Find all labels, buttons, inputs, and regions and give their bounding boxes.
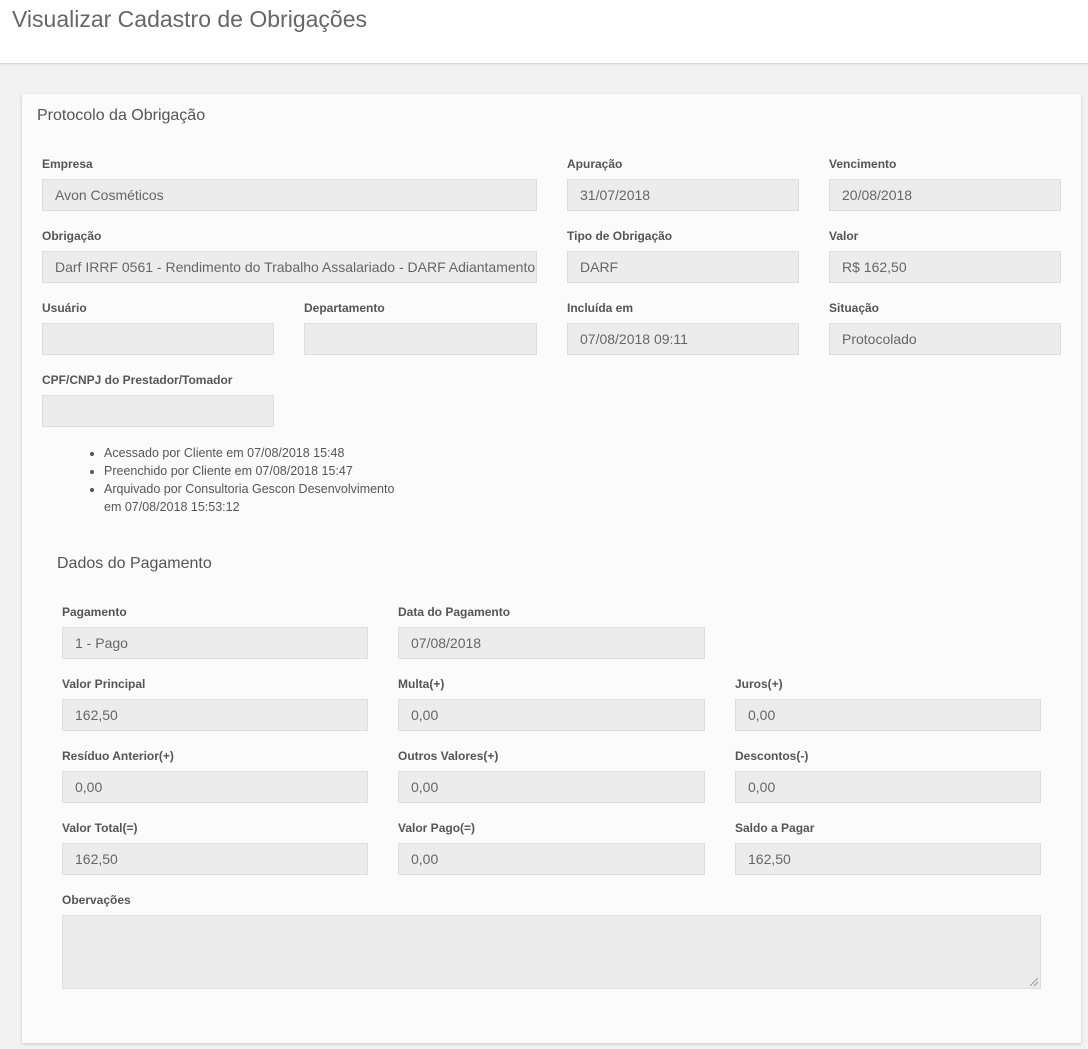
cpf-cnpj-label: CPF/CNPJ do Prestador/Tomador xyxy=(42,373,233,387)
cpf-cnpj-field[interactable] xyxy=(42,395,274,427)
incluida-label: Incluída em xyxy=(567,301,634,315)
juros-field[interactable]: 0,00 xyxy=(735,699,1041,731)
departamento-label: Departamento xyxy=(304,301,385,315)
residuo-label: Resíduo Anterior(+) xyxy=(62,749,174,763)
obligation-card xyxy=(22,94,1081,1043)
history-item: • Arquivado por Consultoria Gescon Desenvolvimento em 07/08/2018 15:53:12 xyxy=(104,480,404,516)
data-pagamento-label: Data do Pagamento xyxy=(398,605,511,619)
valor-total-label: Valor Total(=) xyxy=(62,821,138,835)
juros-label: Juros(+) xyxy=(735,677,783,691)
valor-total-field[interactable]: 162,50 xyxy=(62,843,368,875)
valor-principal-field[interactable]: 162,50 xyxy=(62,699,368,731)
obrigacao-label: Obrigação xyxy=(42,229,102,243)
pagamento-label: Pagamento xyxy=(62,605,127,619)
history-item: • Acessado por Cliente em 07/08/2018 15:48 xyxy=(104,444,404,462)
usuario-label: Usuário xyxy=(42,301,87,315)
tipo-obrigacao-label: Tipo de Obrigação xyxy=(567,229,673,243)
situacao-label: Situação xyxy=(829,301,880,315)
valor-field[interactable]: R$ 162,50 xyxy=(829,251,1061,283)
obrigacao-field[interactable]: Darf IRRF 0561 - Rendimento do Trabalho Assalariado - DARF Adiantamento xyxy=(42,251,537,283)
multa-field[interactable]: 0,00 xyxy=(398,699,705,731)
resize-grip-icon[interactable] xyxy=(1029,977,1039,987)
saldo-label: Saldo a Pagar xyxy=(735,821,815,835)
usuario-field[interactable] xyxy=(42,323,274,355)
history-list xyxy=(82,444,404,516)
descontos-label: Descontos(-) xyxy=(735,749,809,763)
section-title-protocolo: Protocolo da Obrigação xyxy=(37,107,206,124)
pagamento-field[interactable]: 1 - Pago xyxy=(62,627,368,659)
apuracao-field[interactable]: 31/07/2018 xyxy=(567,179,799,211)
saldo-field[interactable]: 162,50 xyxy=(735,843,1041,875)
observacoes-label: Obervações xyxy=(62,893,131,907)
empresa-label: Empresa xyxy=(42,157,93,171)
apuracao-label: Apuração xyxy=(567,157,623,171)
valor-pago-label: Valor Pago(=) xyxy=(398,821,476,835)
descontos-field[interactable]: 0,00 xyxy=(735,771,1041,803)
incluida-field[interactable]: 07/08/2018 09:11 xyxy=(567,323,799,355)
valor-label: Valor xyxy=(829,229,859,243)
empresa-field[interactable]: Avon Cosméticos xyxy=(42,179,537,211)
section-title-pagamento: Dados do Pagamento xyxy=(57,555,212,572)
vencimento-field[interactable]: 20/08/2018 xyxy=(829,179,1061,211)
outros-valores-label: Outros Valores(+) xyxy=(398,749,499,763)
situacao-field[interactable]: Protocolado xyxy=(829,323,1061,355)
data-pagamento-field[interactable]: 07/08/2018 xyxy=(398,627,705,659)
valor-pago-field[interactable]: 0,00 xyxy=(398,843,705,875)
tipo-obrigacao-field[interactable]: DARF xyxy=(567,251,799,283)
page-header xyxy=(0,0,1088,64)
departamento-field[interactable] xyxy=(304,323,537,355)
page-title: Visualizar Cadastro de Obrigações xyxy=(12,6,367,32)
outros-valores-field[interactable]: 0,00 xyxy=(398,771,705,803)
history-item: • Preenchido por Cliente em 07/08/2018 15:47 xyxy=(104,462,404,480)
residuo-field[interactable]: 0,00 xyxy=(62,771,368,803)
multa-label: Multa(+) xyxy=(398,677,445,691)
vencimento-label: Vencimento xyxy=(829,157,897,171)
valor-principal-label: Valor Principal xyxy=(62,677,146,691)
observacoes-textarea[interactable] xyxy=(62,915,1041,989)
